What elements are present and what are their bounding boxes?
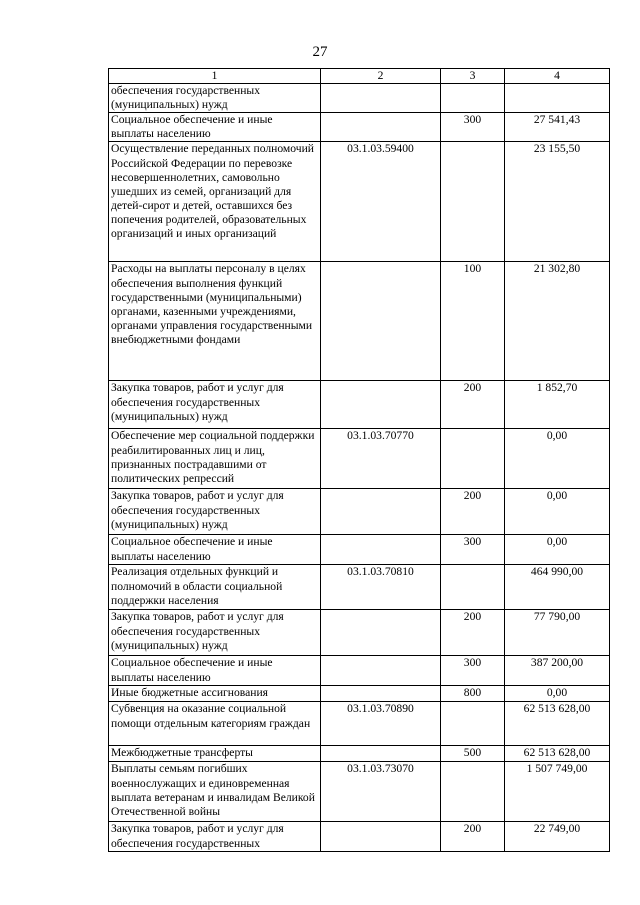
row-sum: 0,00 <box>505 489 610 535</box>
table-row <box>109 262 610 381</box>
row-name: Осуществление переданных полномочий Российской Федерации по перевозке несовершеннолетних, самовольно ушедших из семей, организаций для детей-сирот и детей, оставшихся без попечения родителей, образовательных организаций и иных организаций <box>109 142 321 262</box>
row-type: 300 <box>441 656 505 686</box>
row-code: 03.1.03.70810 <box>321 565 441 610</box>
row-type: 800 <box>441 686 505 702</box>
row-code <box>321 84 441 113</box>
row-code <box>321 262 441 381</box>
table-row <box>109 822 610 852</box>
table-row <box>109 656 610 686</box>
page-number: 27 <box>312 44 328 60</box>
row-type <box>441 84 505 113</box>
row-sum: 464 990,00 <box>505 565 610 610</box>
row-type: 200 <box>441 489 505 535</box>
row-sum: 77 790,00 <box>505 610 610 656</box>
row-code <box>321 656 441 686</box>
column-header-4: 4 <box>505 69 610 84</box>
row-code: 03.1.03.70890 <box>321 702 441 746</box>
row-name: Реализация отдельных функций и полномочий в области социальной поддержки населения <box>109 565 321 610</box>
table-row <box>109 381 610 429</box>
row-code <box>321 535 441 565</box>
row-type: 300 <box>441 535 505 565</box>
table-row <box>109 746 610 762</box>
row-code: 03.1.03.73070 <box>321 762 441 822</box>
row-sum: 62 513 628,00 <box>505 746 610 762</box>
row-sum: 387 200,00 <box>505 656 610 686</box>
row-code <box>321 822 441 852</box>
row-name: Закупка товаров, работ и услуг для обеспечения государственных (муниципальных) нужд <box>109 610 321 656</box>
row-name: Социальное обеспечение и иные выплаты населению <box>109 535 321 565</box>
row-sum: 1 507 749,00 <box>505 762 610 822</box>
row-name: Субвенция на оказание социальной помощи отдельным категориям граждан <box>109 702 321 746</box>
row-name: Социальное обеспечение и иные выплаты населению <box>109 656 321 686</box>
row-code: 03.1.03.70770 <box>321 429 441 489</box>
column-header-1: 1 <box>109 69 321 84</box>
table-row <box>109 610 610 656</box>
row-type <box>441 702 505 746</box>
row-code <box>321 610 441 656</box>
row-name: Закупка товаров, работ и услуг для обеспечения государственных (муниципальных) нужд <box>109 381 321 429</box>
row-sum: 22 749,00 <box>505 822 610 852</box>
row-name: Социальное обеспечение и иные выплаты населению <box>109 113 321 142</box>
row-sum: 0,00 <box>505 535 610 565</box>
row-type <box>441 762 505 822</box>
table-row <box>109 113 610 142</box>
column-header-2: 2 <box>321 69 441 84</box>
table-row <box>109 702 610 746</box>
row-name: обеспечения государственных (муниципальных) нужд <box>109 84 321 113</box>
row-type: 500 <box>441 746 505 762</box>
row-name: Выплаты семьям погибших военнослужащих и единовременная выплата ветеранам и инвалидам Великой Отечественной войны <box>109 762 321 822</box>
row-code <box>321 113 441 142</box>
row-name: Межбюджетные трансферты <box>109 746 321 762</box>
table-row <box>109 84 610 113</box>
row-name: Закупка товаров, работ и услуг для обеспечения государственных (муниципальных) нужд <box>109 489 321 535</box>
row-name: Обеспечение мер социальной поддержки реабилитированных лиц и лиц, признанных пострадавшими от политических репрессий <box>109 429 321 489</box>
table-header-row <box>109 69 610 84</box>
budget-table <box>108 68 610 852</box>
row-name: Закупка товаров, работ и услуг для обеспечения государственных <box>109 822 321 852</box>
row-type <box>441 429 505 489</box>
table-row <box>109 142 610 262</box>
row-type <box>441 142 505 262</box>
row-name: Расходы на выплаты персоналу в целях обеспечения выполнения функций государственными (муниципальными) органами, казенными учреждениями, органами управления государственными внебюджетными фондами <box>109 262 321 381</box>
table-row <box>109 489 610 535</box>
column-header-3: 3 <box>441 69 505 84</box>
row-code: 03.1.03.59400 <box>321 142 441 262</box>
table-row <box>109 686 610 702</box>
row-code <box>321 746 441 762</box>
table-row <box>109 762 610 822</box>
row-type <box>441 565 505 610</box>
table-row <box>109 565 610 610</box>
row-sum: 27 541,43 <box>505 113 610 142</box>
row-code <box>321 381 441 429</box>
row-sum: 62 513 628,00 <box>505 702 610 746</box>
table-row <box>109 535 610 565</box>
row-type: 100 <box>441 262 505 381</box>
row-sum <box>505 84 610 113</box>
row-name: Иные бюджетные ассигнования <box>109 686 321 702</box>
row-type: 200 <box>441 822 505 852</box>
row-sum: 0,00 <box>505 686 610 702</box>
row-sum: 0,00 <box>505 429 610 489</box>
row-sum: 21 302,80 <box>505 262 610 381</box>
row-sum: 23 155,50 <box>505 142 610 262</box>
row-code <box>321 686 441 702</box>
table-row <box>109 429 610 489</box>
row-code <box>321 489 441 535</box>
row-sum: 1 852,70 <box>505 381 610 429</box>
row-type: 200 <box>441 381 505 429</box>
row-type: 300 <box>441 113 505 142</box>
row-type: 200 <box>441 610 505 656</box>
